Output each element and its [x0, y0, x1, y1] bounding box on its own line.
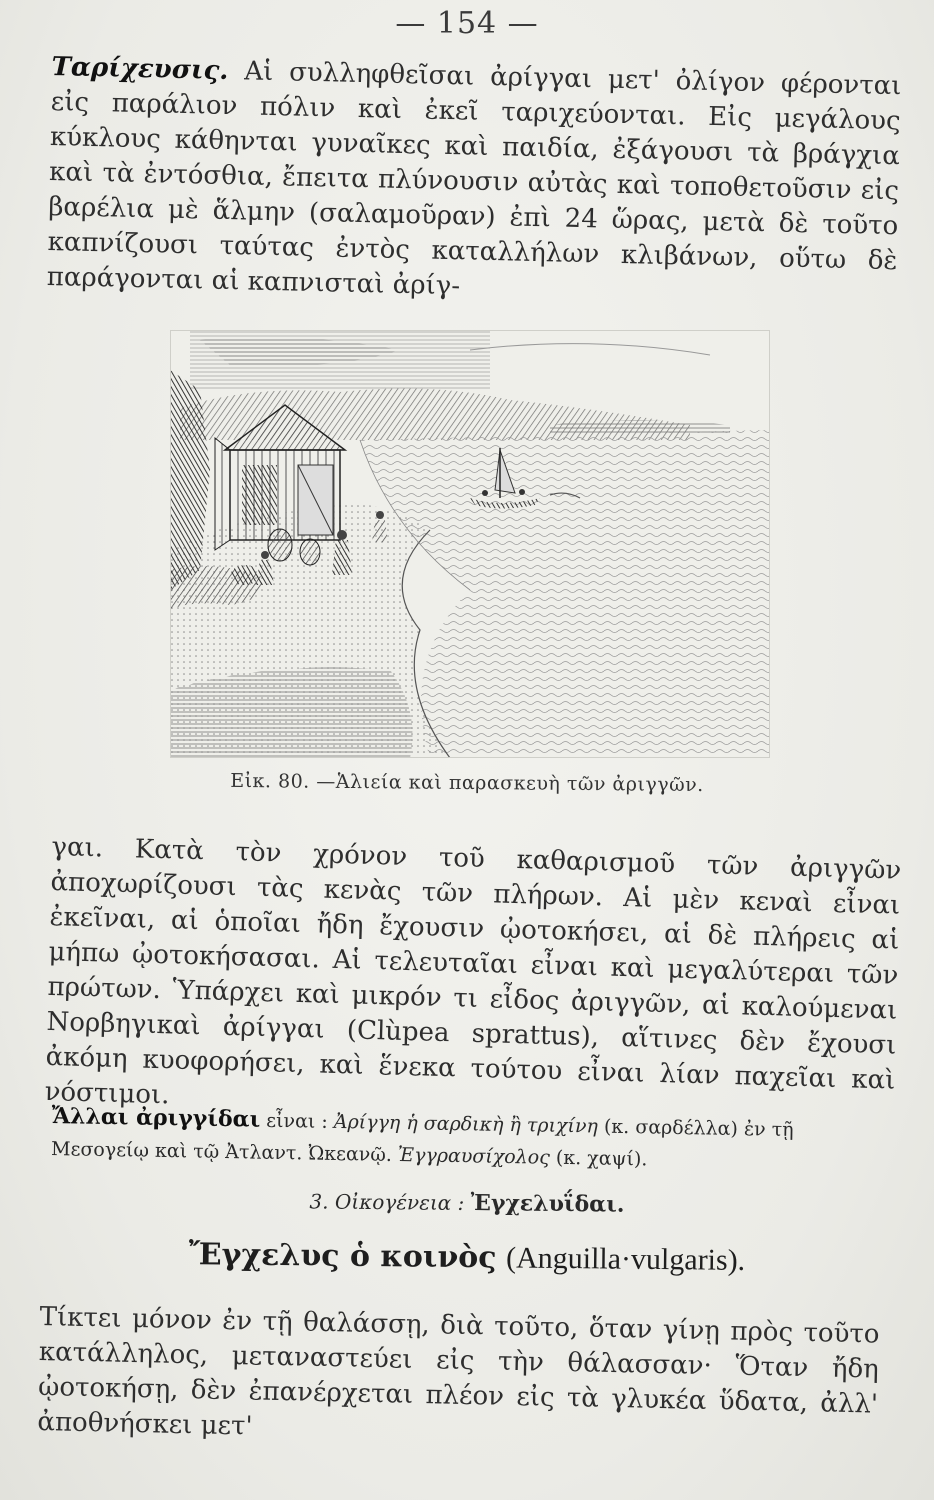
species-italic: Ἀρίγγη ἡ σαρδικὴ ἢ τριχίνη [333, 1110, 599, 1138]
page-number: — 154 — [395, 6, 539, 41]
text-plain: (κ. χαψί). [555, 1146, 648, 1171]
family-name: Ἐγχελυΐδαι. [470, 1190, 625, 1218]
paragraph-lead-heading: Ἄλλαι ἀριγγίδαι [51, 1102, 261, 1133]
engraving-illustration [170, 330, 770, 758]
paragraph-lead-heading: Ταρίχευσις. [51, 51, 229, 87]
paragraph-curing [46, 50, 901, 314]
family-label: 3. Οἰκογένεια : [309, 1189, 465, 1215]
paragraph-text: γαι. Κατὰ τὸν χρόνον τοῦ καθαρισμοῦ τῶν ἀριγγῶν ἀποχωρίζουσι τὰς κενὰς τῶν πλήρων. Αἱ μὲν κεναὶ εἶναι ἐκεῖναι, αἱ ὁποῖαι ἤδη ἔχουσιν ᾠοτοκήσει, αἱ δὲ πλήρεις αἱ μήπω ᾠοτοκήσασαι. Αἱ τελευταῖαι εἶναι καὶ μεγαλύτεραι τῶν πρώτων. Ὑπάρχει καὶ μικρόν τι εἶδος ἀριγγῶν, αἱ καλούμεναι Νορβηγικαὶ ἀρίγγαι (Clùpea sprattus), αἵτινες δὲν ἔχουσι ἀκόμη κυοφορήσει, καὶ ἕνεκα τούτου εἶναι λίαν παχεῖαι καὶ νόστιμοι. [44, 831, 902, 1111]
figure-caption [0, 768, 934, 798]
paragraph-text: Τίκτει μόνον ἐν τῇ θαλάσσῃ, διὰ τοῦτο, ὅταν γίνῃ πρὸς τοῦτο κατάλληλος, μεταναστεύει εἰς τὴν θάλασσαν· Ὅταν ἤδη ᾠοτοκήσῃ, δὲν ἐπανέρχεται πλέον εἰς τὰ γλυκέα ὕδατα, ἀλλ' ἀποθνήσκει μετ' [37, 1301, 880, 1442]
family-heading [0, 1185, 934, 1221]
paragraph-other-herrings [51, 1100, 897, 1180]
text-plain: εἶναι : [266, 1109, 329, 1133]
species-latin-name: (Anguilla·vulgaris). [505, 1241, 746, 1277]
paragraph-sorting [44, 830, 901, 1134]
paragraph-eel [37, 1300, 880, 1458]
figure-number: Εἰκ. 80. [230, 769, 310, 793]
figure-caption-text: —Ἁλιεία καὶ παρασκευὴ τῶν ἀριγγῶν. [316, 770, 704, 797]
paragraph-text: Αἱ συλληφθεῖσαι ἀρίγγαι μετ' ὀλίγον φέρονται εἰς παράλιον πόλιν καὶ ἐκεῖ ταριχεύονται. Εἰς μεγάλους κύκλους κάθηνται γυναῖκες καὶ παιδία, ἐξάγουσι τὰ βράγχια καὶ τὰ ἐντόσθια, ἔπειτα πλύνουσιν αὐτὰς καὶ τοποθετοῦσιν εἰς βαρέλια μὲ ἅλμην (σαλαμοῦραν) ἐπὶ 24 ὥρας, μετὰ δὲ τοῦτο καπνίζουσι ταύτας ἐντὸς καταλλήλων κλιβάνων, οὕτω δὲ παράγονται αἱ καπνισταὶ ἀρίγ- [46, 56, 902, 302]
species-heading [0, 1235, 934, 1280]
species-italic: Ἐγγραυσίχολος [397, 1144, 551, 1169]
species-name: Ἔγχελυς ὁ κοινὸς [188, 1237, 497, 1276]
figure-engraving-herring-fishery [170, 330, 770, 758]
text-plain: (κ. σαρδέλλα) ἐν τῇ Μεσογείῳ καὶ τῷ Ἀτλαντ. Ὠκεανῷ. [50, 1115, 794, 1166]
